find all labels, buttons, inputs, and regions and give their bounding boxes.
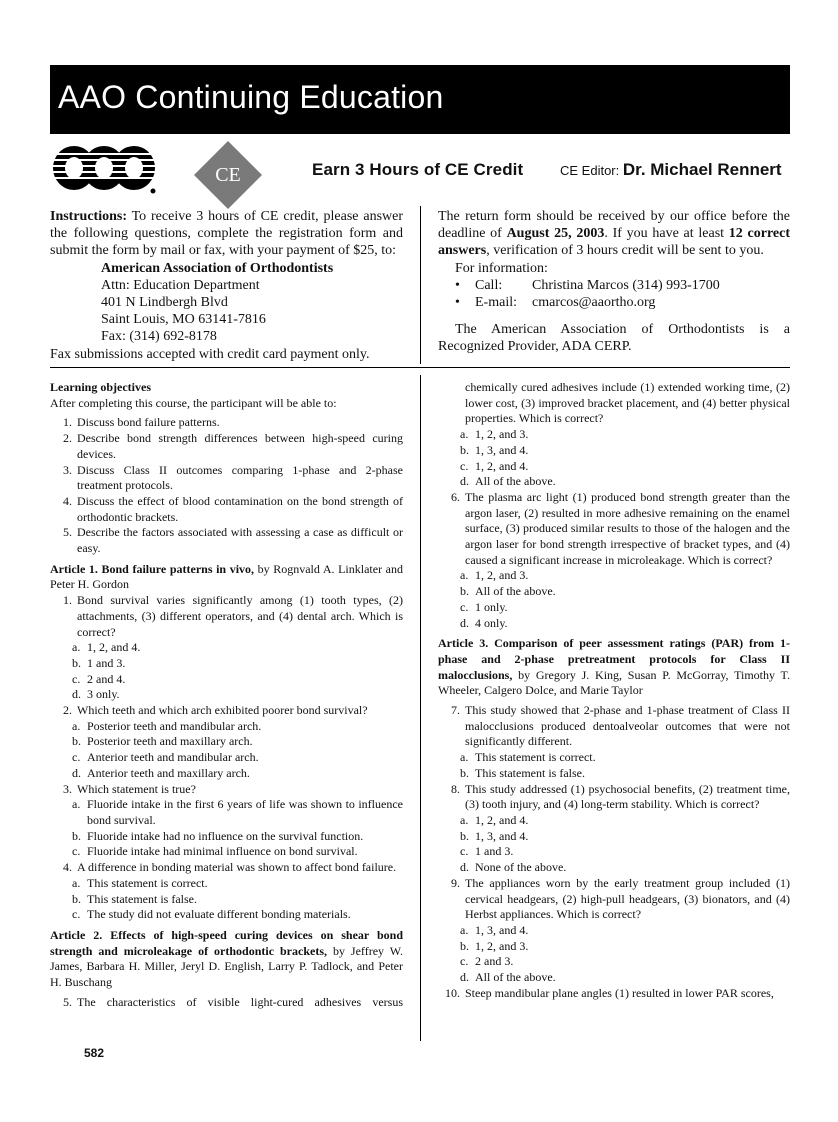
answer-option: b. 1, 3, and 4. (460, 828, 529, 843)
title-banner (50, 65, 790, 134)
page-title: AAO Continuing Education (58, 79, 444, 115)
fax-number: Fax: (314) 692-8178 (101, 329, 217, 345)
instructions-right (438, 208, 790, 356)
answer-option: d. All of the above. (460, 474, 556, 489)
answer-option: a. 1, 2, and 4. (72, 640, 141, 655)
answer-option: c. 2 and 4. (72, 671, 126, 686)
answer-option: c. 2 and 3. (460, 954, 514, 969)
instructions-left (50, 208, 403, 363)
answer-option: a. 1, 2, and 3. (460, 568, 529, 583)
question-1: 1. Bond survival varies significantly among (1) tooth types, (2) attachments, (3) different operators, and (4) dental arch. Which is correct? (63, 593, 403, 639)
answer-option: c. Anterior teeth and mandibular arch. (72, 750, 259, 765)
right-column (438, 380, 790, 1001)
address-line: Attn: Education Department (101, 277, 260, 293)
address-line: Saint Louis, MO 63141-7816 (101, 312, 266, 328)
answer-option: a. Posterior teeth and mandibular arch. (72, 718, 262, 733)
answer-option: d. 3 only. (72, 687, 120, 702)
info-label: For information: (455, 260, 548, 276)
answer-option: a. 1, 2, and 3. (460, 427, 529, 442)
answer-option: b. 1, 3, and 4. (460, 442, 529, 457)
answer-option: c. 1, 2, and 4. (460, 458, 529, 473)
question-2: 2. Which teeth and which arch exhibited poorer bond survival? (63, 703, 368, 718)
article-1-heading: Article 1. Bond failure patterns in vivo, by Rognvald A. Linklater and Peter H. Gordon (50, 561, 403, 592)
answer-option: a. 1, 2, and 4. (460, 812, 529, 827)
question-5-continued: chemically cured adhesives include (1) extended working time, (2) lower cost, (3) improved bracket placement, and (4) better physical properties. Which is correct? (465, 380, 790, 426)
answer-option: c. 1 only. (460, 599, 508, 614)
answer-option: b. Posterior teeth and maxillary arch. (72, 734, 253, 749)
objective-item: 4. Discuss the effect of blood contamination on the bond strength of orthodontic brackets. (63, 493, 403, 524)
answer-option: b. This statement is false. (72, 891, 197, 906)
fax-note: Fax submissions accepted with credit card payment only. (50, 346, 370, 362)
article-3-heading: Article 3. Comparison of peer assessment ratings (PAR) from 1-phase and 2-phase pretreatment protocols for Class II malocclusions, by Gregory J. King, Susan P. McGorray, Timothy T. Wheeler, Calgero Dolce, and Marie Taylor (438, 636, 790, 698)
column-divider (420, 206, 421, 364)
answer-option: c. The study did not evaluate different bonding materials. (72, 907, 351, 922)
answer-option: a. Fluoride intake in the first 6 years of life was shown to influence bond survival. (72, 797, 403, 827)
org-name: American Association of Orthodontists (101, 260, 334, 276)
editor-name: Dr. Michael Rennert (622, 160, 782, 179)
answer-option: b. All of the above. (460, 584, 556, 599)
answer-option: c. 1 and 3. (460, 844, 514, 859)
answer-option: b. 1, 2, and 3. (460, 938, 529, 953)
credit-line: Earn 3 Hours of CE Credit (312, 160, 524, 179)
learning-intro: After completing this course, the participant will be able to: (50, 395, 337, 410)
question-5: 5. The characteristics of visible light-cured adhesives versus (63, 994, 403, 1009)
instructions-text: Instructions: To receive 3 hours of CE credit, please answer the following questions, complete the registration form and submit the form by mail or fax, with your payment of $25, to: (50, 209, 403, 259)
contact-email: • E-mail: cmarcos@aaortho.org (455, 295, 656, 311)
answer-option: a. 1, 3, and 4. (460, 922, 529, 937)
answer-option: d. 4 only. (460, 615, 508, 630)
article-2-heading: Article 2. Effects of high-speed curing devices on shear bond strength and microleakage of orthodontic brackets, by Jeffrey W. James, Barbara H. Miller, Jeryl D. English, Larry P. Tadlock, and Peter H. Buschang (50, 927, 403, 990)
contact-call: • Call: Christina Marcos (314) 993-1700 (455, 277, 720, 293)
editor-line (560, 160, 782, 180)
objective-item: 1. Discuss bond failure patterns. (63, 415, 220, 430)
ce-diamond-icon (192, 139, 264, 211)
answer-option: d. None of the above. (460, 860, 567, 875)
question-10: 10. Steep mandibular plane angles (1) resulted in lower PAR scores, (445, 985, 774, 1000)
editor-label: CE Editor: (560, 163, 623, 178)
question-6: 6. The plasma arc light (1) produced bond strength greater than the argon laser, (2) resulted in more adhesive remaining on the enamel surface, (3) produced similar results to those of the halogen and the argon laser for bond strength irrespective of bracket types, and (4) caused a significant increase in microleakage. Which is correct? (451, 489, 790, 567)
page-number: 582 (84, 1046, 105, 1060)
answer-option: b. 1 and 3. (72, 655, 126, 670)
answer-option: b. This statement is false. (460, 765, 585, 780)
question-8: 8. This study addressed (1) psychosocial benefits, (2) treatment time, (3) tooth injury, and (4) long-term stability. Which is correct? (451, 781, 790, 812)
address-line: 401 N Lindbergh Blvd (101, 295, 228, 311)
ce-logo-text: CE (215, 164, 241, 186)
objective-item: 2. Describe bond strength differences between high-speed curing devices. (63, 431, 403, 461)
provider-note: The American Association of Orthodontists is a Recognized Provider, ADA CERP. (438, 322, 790, 355)
section-divider (50, 367, 790, 368)
answer-option: c. Fluoride intake had minimal influence on bond survival. (72, 844, 358, 859)
question-9: 9. The appliances worn by the early treatment group included (1) cervical headgears, (2) high-pull headgears, (3) bionators, and (4) Herbst appliances. Which is correct? (451, 875, 790, 922)
answer-option: b. Fluoride intake had no influence on the survival function. (72, 828, 364, 843)
left-column (50, 380, 403, 1010)
objective-item: 3. Discuss Class II outcomes comparing 1-phase and 2-phase treatment protocols. (63, 462, 403, 493)
question-3: 3. Which statement is true? (63, 781, 196, 796)
column-divider (420, 375, 421, 1041)
answer-option: a. This statement is correct. (72, 875, 208, 890)
return-text: The return form should be received by our office before the deadline of August 25, 2003. If you have at least 12 correct answers, verification of 3 hours credit will be sent to you. (438, 209, 790, 259)
answer-option: d. Anterior teeth and maxillary arch. (72, 765, 250, 780)
answer-option: a. This statement is correct. (460, 750, 596, 765)
learning-heading: Learning objectives (50, 380, 151, 394)
answer-option: d. All of the above. (460, 970, 556, 985)
aao-logo-icon (52, 141, 157, 195)
question-4: 4. A difference in bonding material was shown to affect bond failure. (63, 860, 397, 875)
objective-item: 5. Describe the factors associated with assessing a case as difficult or easy. (63, 525, 403, 556)
question-7: 7. This study showed that 2-phase and 1-phase treatment of Class II malocclusions produced dentoalveolar outcomes that were not significantly different. (451, 703, 790, 749)
